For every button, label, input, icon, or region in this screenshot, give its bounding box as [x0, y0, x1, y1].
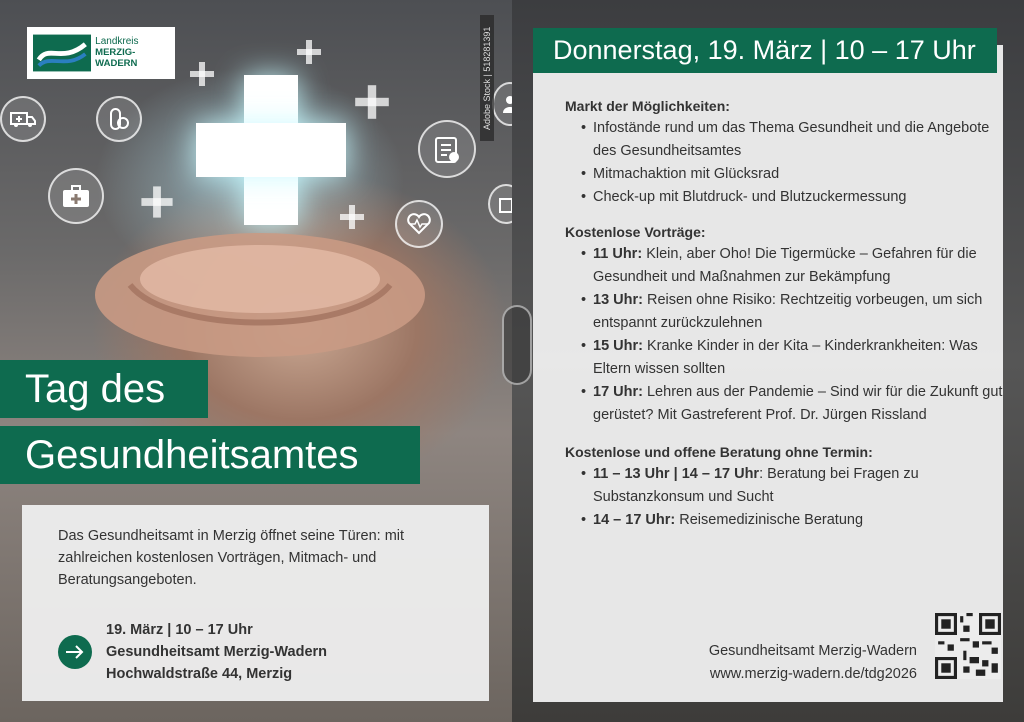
list-item: • 14 – 17 Uhr: Reisemedizinische Beratung — [565, 509, 1013, 532]
landkreis-logo — [27, 27, 175, 79]
qr-code-icon[interactable] — [935, 613, 1001, 679]
first-aid-kit-icon — [48, 168, 104, 224]
small-cross-icon — [141, 186, 172, 217]
ambulance-icon — [0, 96, 46, 142]
clipboard-icon — [418, 120, 476, 178]
list-item: • Check-up mit Blutdruck- und Blutzuckermessung — [565, 186, 1013, 209]
section-title: Kostenlose Vorträge: — [565, 224, 706, 240]
large-cross-icon — [196, 75, 346, 225]
list-item: • Infostände rund um das Thema Gesundheit und die Angebote des Gesundheitsamtes — [565, 117, 1013, 163]
section-vortraege — [565, 221, 1013, 427]
small-cross-icon — [190, 62, 214, 86]
list-item: • 17 Uhr: Lehren aus der Pandemie – Sind wir für die Zukunft gut gerüstet? Mit Gastreferent Prof. Dr. Jürgen Rissland — [565, 381, 1013, 427]
list-item: • 11 – 13 Uhr | 14 – 17 Uhr: Beratung bei Fragen zu Substanzkonsum und Sucht — [565, 463, 1013, 509]
landkreis-emblem-icon — [33, 34, 91, 72]
title-line-2: Gesundheitsamtes — [0, 426, 420, 484]
event-venue: Gesundheitsamt Merzig-Wadern — [106, 644, 328, 660]
page-divider-handle — [502, 305, 532, 385]
section-title: Kostenlose und offene Beratung ohne Termin: — [565, 444, 873, 460]
footer-contact — [661, 640, 917, 686]
event-description: Das Gesundheitsamt in Merzig öffnet seine Türen: mit zahlreichen kostenlosen Vorträgen, Mitmach- und Beratungsangeboten. — [58, 528, 405, 588]
doctor-icon — [492, 82, 512, 126]
date-banner: Donnerstag, 19. März | 10 – 17 Uhr — [533, 28, 997, 73]
logo-line-2: MERZIG-WADERN — [95, 46, 138, 69]
section-title: Markt der Möglichkeiten: — [565, 98, 730, 114]
footer-url[interactable]: www.merzig-wadern.de/tdg2026 — [709, 666, 917, 682]
event-date-time: 19. März | 10 – 17 Uhr — [106, 622, 253, 638]
section-beratung — [565, 441, 1013, 532]
footer-org: Gesundheitsamt Merzig-Wadern — [708, 643, 917, 659]
title-line-1: Tag des — [0, 360, 208, 418]
list-item: • 15 Uhr: Kranke Kinder in der Kita – Kinderkrankheiten: Was Eltern wissen sollten — [565, 335, 1013, 381]
list-item: • 11 Uhr: Klein, aber Oho! Die Tigermücke – Gefahren für die Gesundheit und Maßnahmen zur Bekämpfung — [565, 243, 1013, 289]
section-markt — [565, 95, 1013, 209]
event-address: Hochwaldstraße 44, Merzig — [106, 666, 293, 682]
arrow-right-icon — [58, 635, 92, 669]
logo-line-1: Landkreis — [95, 36, 139, 48]
flyer-back — [512, 0, 1024, 722]
program-content — [565, 95, 1013, 544]
pill-icon — [96, 96, 142, 142]
cupped-hands-illustration — [90, 225, 430, 365]
hospital-building-icon — [488, 184, 512, 224]
list-item: • 13 Uhr: Reisen ohne Risiko: Rechtzeitig vorbeugen, um sich entspannt zurückzulehnen — [565, 289, 1013, 335]
info-box — [22, 505, 489, 701]
stock-photo-credit: Adobe Stock | 518281391 — [480, 15, 494, 141]
small-cross-icon — [355, 85, 389, 119]
list-item: • Mitmachaktion mit Glücksrad — [565, 163, 1013, 186]
small-cross-icon — [297, 40, 321, 64]
